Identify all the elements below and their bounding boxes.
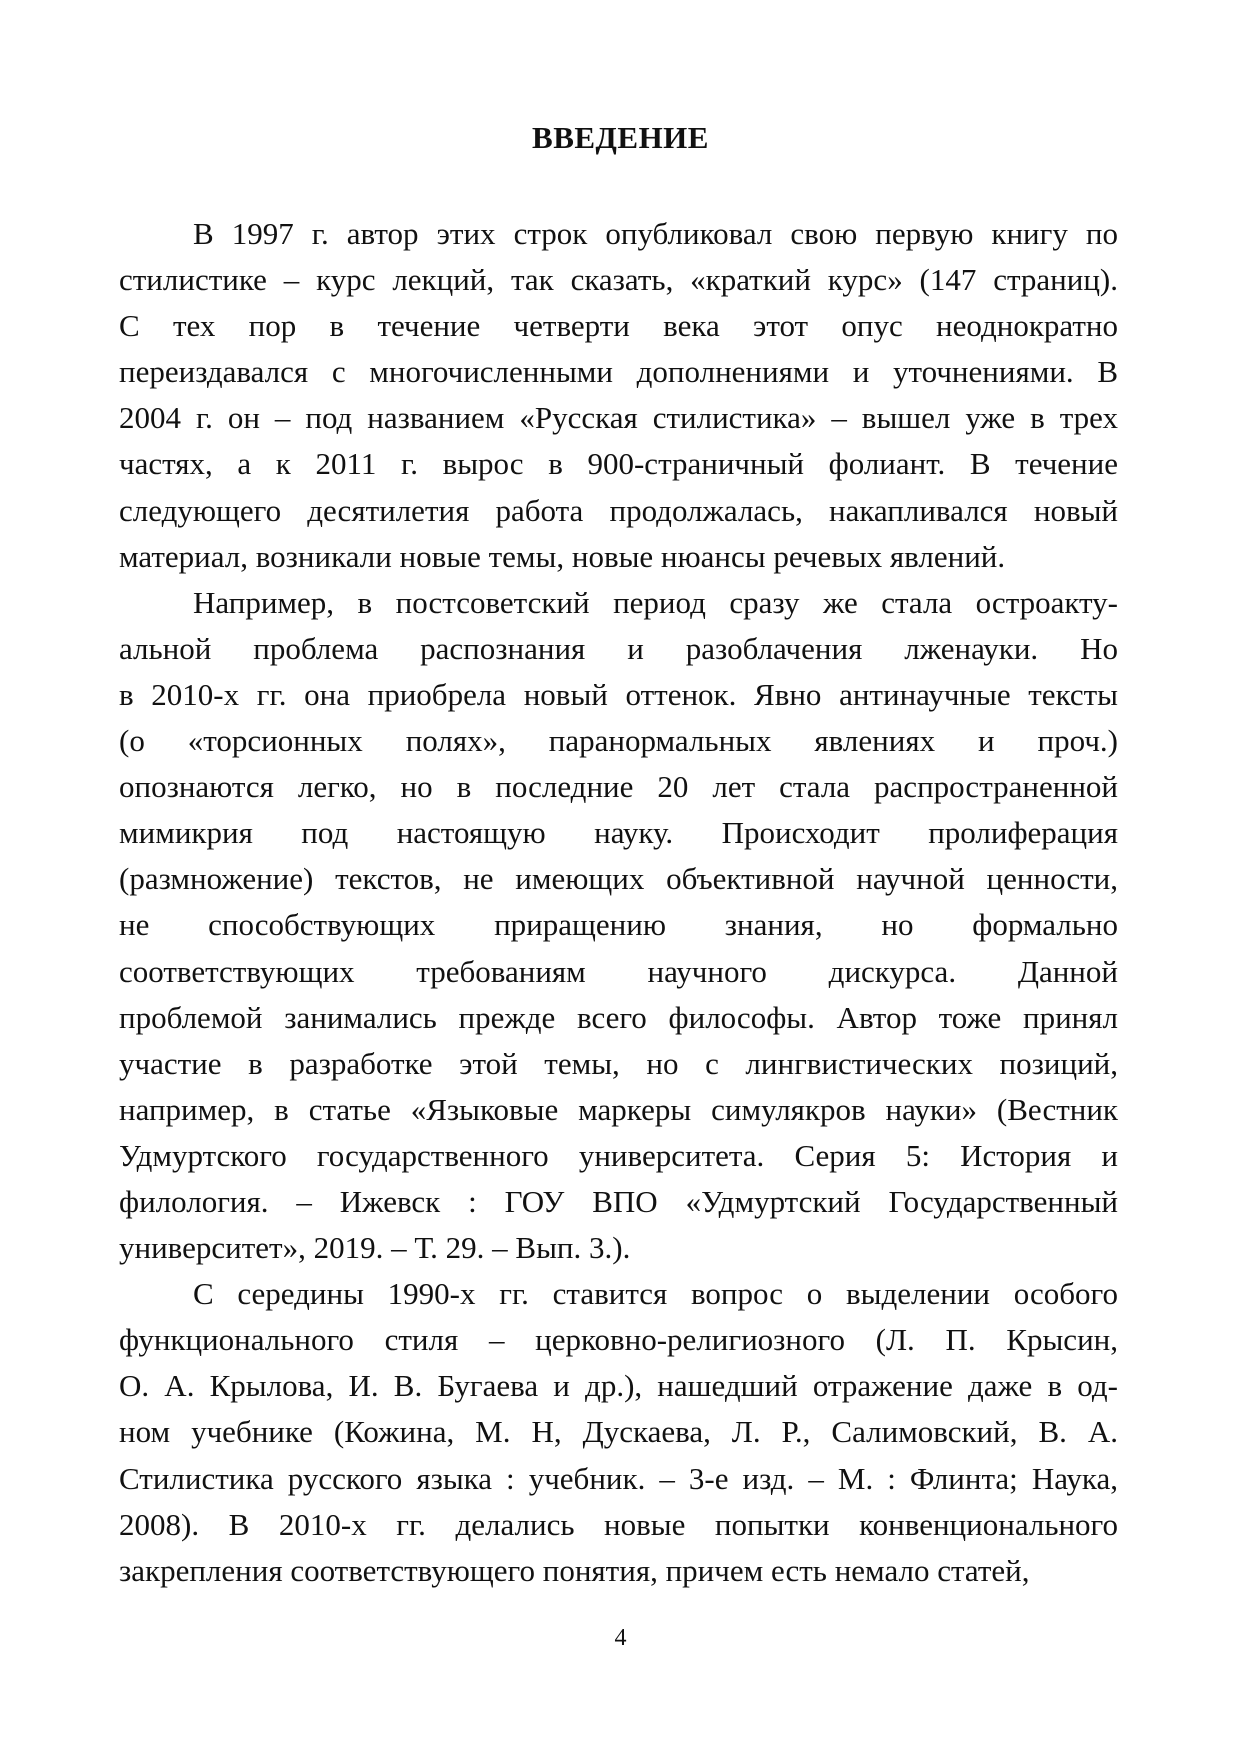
paragraph-line: 2004 г. он – под названием «Русская стилистика» – вышел уже в трех: [119, 400, 1118, 436]
paragraph-line: закрепления соответствующего понятия, причем есть немало статей,: [119, 1552, 1030, 1588]
paragraph-line: В 1997 г. автор этих строк опубликовал свою первую книгу по: [193, 216, 1118, 251]
paragraph-line: филология. – Ижевск : ГОУ ВПО «Удмуртский Государственный: [119, 1183, 1118, 1219]
paragraph-line: ном учебнике (Кожина, М. Н, Дускаева, Л. Р., Салимовский, В. А.: [119, 1414, 1118, 1450]
paragraph-line: (размножение) текстов, не имеющих объективной научной ценности,: [119, 861, 1118, 897]
paragraph-line: следующего десятилетия работа продолжалась, накапливался новый: [119, 492, 1118, 528]
paragraph-line: (о «торсионных полях», паранормальных явлениях и проч.): [119, 723, 1118, 759]
paragraph-line: проблемой занимались прежде всего философы. Автор тоже принял: [119, 999, 1118, 1035]
paragraph-line: альной проблема распознания и разоблачения лженауки. Но: [119, 630, 1118, 666]
paragraph-line: участие в разработке этой темы, но с лингвистических позиций,: [119, 1045, 1118, 1081]
page-title: ВВЕДЕНИЕ: [532, 120, 709, 155]
page-number: 4: [614, 1625, 627, 1651]
paragraph-line: Стилистика русского языка : учебник. – 3-е изд. – М. : Флинта; Наука,: [119, 1460, 1118, 1496]
paragraph-line: переиздавался с многочисленными дополнениями и уточнениями. В: [119, 354, 1118, 390]
paragraph-line: О. А. Крылова, И. В. Бугаева и др.), нашедший отражение даже в од-: [119, 1368, 1118, 1404]
paragraph-line: 2008). В 2010-х гг. делались новые попытки конвенционального: [119, 1506, 1118, 1542]
paragraph-line: соответствующих требованиям научного дискурса. Данной: [119, 953, 1118, 989]
paragraph-line: стилистике – курс лекций, так сказать, «краткий курс» (147 страниц).: [119, 262, 1118, 298]
paragraph-line: не способствующих приращению знания, но формально: [119, 907, 1118, 943]
paragraph-line: опознаются легко, но в последние 20 лет стала распространенной: [119, 769, 1118, 805]
paragraph-line: Удмуртского государственного университета. Серия 5: История и: [119, 1137, 1118, 1173]
paragraph-line: С тех пор в течение четверти века этот опус неоднократно: [119, 308, 1118, 344]
paragraph-line: функционального стиля – церковно-религиозного (Л. П. Крысин,: [119, 1322, 1118, 1358]
paragraph-line: С середины 1990-х гг. ставится вопрос о выделении особого: [193, 1276, 1118, 1312]
paragraph-line: университет», 2019. – Т. 29. – Вып. 3.).: [119, 1230, 631, 1266]
paragraph-line: Например, в постсоветский период сразу же стала остроакту-: [193, 584, 1118, 620]
paragraph-line: в 2010-х гг. она приобрела новый оттенок. Явно антинаучные тексты: [119, 676, 1118, 712]
body-text: [119, 211, 1118, 1594]
paragraph-line: например, в статье «Языковые маркеры симулякров науки» (Вестник: [119, 1091, 1118, 1127]
paragraph-line: частях, а к 2011 г. вырос в 900-страничный фолиант. В течение: [119, 446, 1118, 482]
paragraph-line: мимикрия под настоящую науку. Происходит пролиферация: [119, 815, 1118, 851]
paragraph-line: материал, возникали новые темы, новые нюансы речевых явлений.: [119, 538, 1006, 574]
